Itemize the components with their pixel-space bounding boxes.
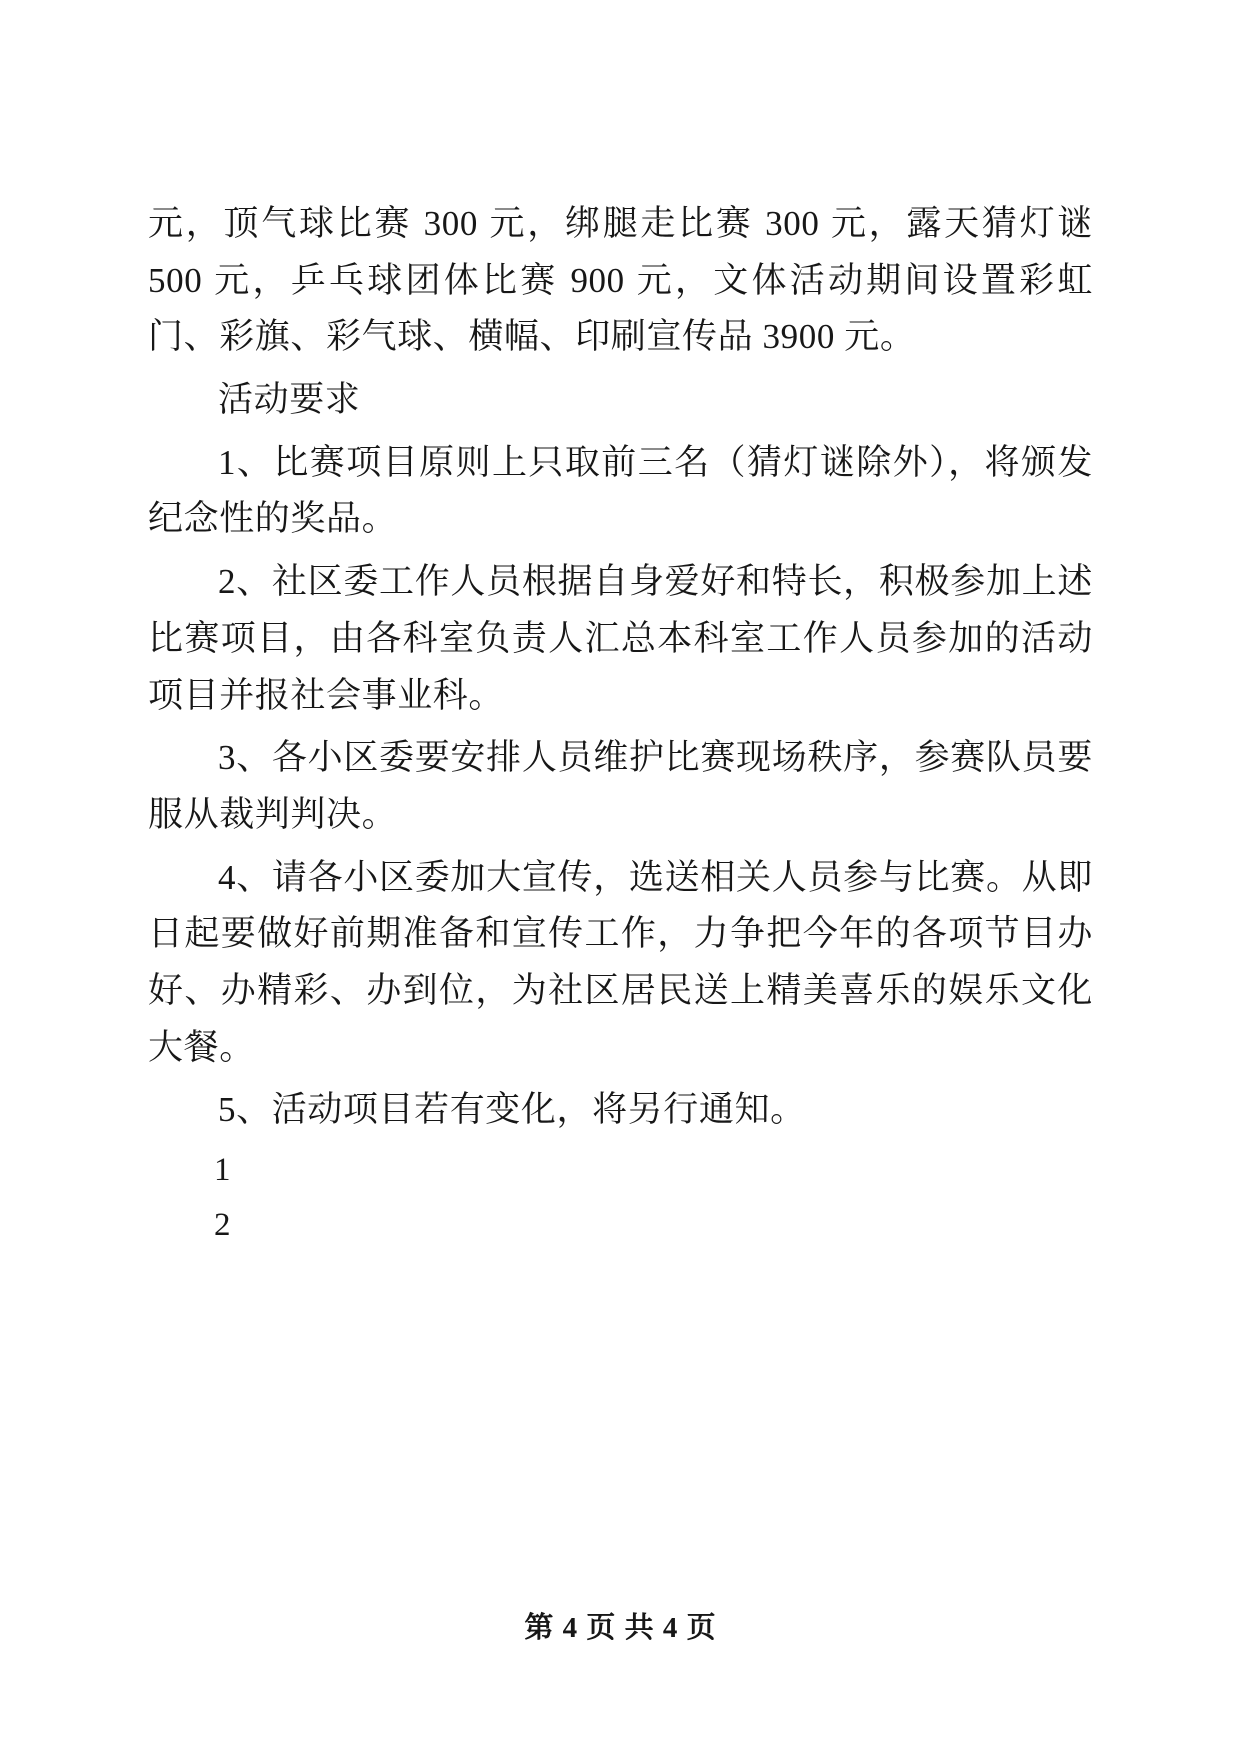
paragraph-requirement-5: 5、活动项目若有变化，将另行通知。 <box>218 1090 806 1130</box>
paragraph-requirement-3: 3、各小区委要安排人员维护比赛现场秩序，参赛队员要服从裁判判决。 <box>148 738 1093 834</box>
paragraph-requirement-4: 4、请各小区委加大宣传，选送相关人员参与比赛。从即日起要做好前期准备和宣传工作，力争把今年的各项节目办好、办精彩、办到位，为社区居民送上精美喜乐的娱乐文化大餐。 <box>148 857 1093 1067</box>
trailing-number-1: 1 <box>214 1152 232 1188</box>
page-footer: 第 4 页 共 4 页 <box>524 1612 717 1644</box>
trailing-number-2: 2 <box>214 1207 232 1244</box>
paragraph-requirement-2: 2、社区委工作人员根据自身爱好和特长，积极参加上述比赛项目，由各科室负责人汇总本科室工作人员参加的活动项目并报社会事业科。 <box>148 562 1093 715</box>
document-body <box>148 196 1093 1251</box>
paragraph-requirement-1: 1、比赛项目原则上只取前三名（猜灯谜除外），将颁发纪念性的奖品。 <box>148 442 1093 539</box>
paragraph-budget-continued: 元，顶气球比赛 300 元，绑腿走比赛 300 元，露天猜灯谜 500 元，乒乓球团体比赛 900 元，文体活动期间设置彩虹门、彩旗、彩气球、横幅、印刷宣传品 3900 元。 <box>148 204 1093 357</box>
section-heading-requirements: 活动要求 <box>218 380 361 420</box>
